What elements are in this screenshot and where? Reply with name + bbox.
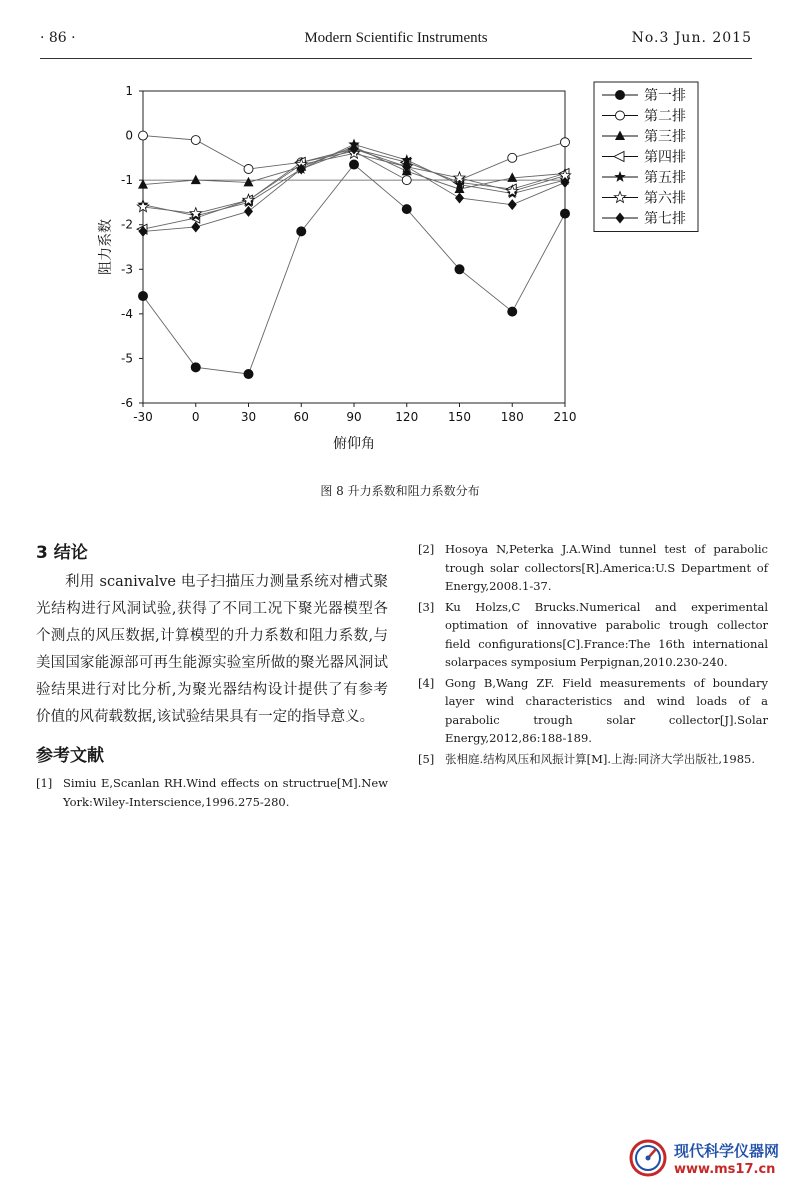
x-tick-label: 120 (395, 410, 419, 424)
data-point (244, 165, 253, 174)
legend-label: 第一排 (644, 88, 686, 104)
x-tick-label: 0 (191, 410, 200, 424)
data-point (402, 176, 411, 185)
reference-text: Hosoya N,Peterka J.A.Wind tunnel test of parabolic trough solar collectors[R].America:U.S Department of Energy,2008.1-37. (445, 542, 768, 593)
right-column (418, 540, 768, 770)
section-heading-conclusion: 3 结论 (36, 543, 88, 563)
data-point (508, 199, 517, 210)
reference-text: Gong B,Wang ZF. Field measurements of boundary layer wind characteristics and wind loads of a parabolic trough solar collector[J].Solar Energy,2012,86:188-189. (445, 675, 768, 745)
x-tick-label: -30 (133, 410, 153, 424)
data-point (402, 205, 411, 214)
data-point (561, 138, 570, 147)
data-point (508, 307, 517, 316)
data-point (191, 363, 200, 372)
reference-text: Simiu E,Scanlan RH.Wind effects on structrue[M].New York:Wiley-Interscience,1996.275-280. (63, 776, 388, 809)
y-tick-label: -5 (121, 351, 133, 366)
reference-number: [3] (418, 599, 435, 614)
issue-info: No.3 Jun. 2015 (631, 30, 752, 46)
reference-number: [1] (36, 776, 53, 790)
reference-number: [4] (418, 675, 435, 690)
data-point (455, 265, 464, 274)
drag-coefficient-chart (80, 72, 720, 462)
y-tick-label: 0 (125, 128, 133, 143)
data-point (297, 227, 306, 236)
legend-label: 第六排 (644, 190, 686, 207)
legend-label: 第二排 (644, 108, 686, 125)
legend-label: 第七排 (644, 211, 686, 227)
data-point (244, 206, 253, 217)
figure-caption: 图 8 升力系数和阻力系数分布 (320, 484, 480, 498)
reference-item (418, 674, 768, 748)
watermark-name: 现代科学仪器网 (674, 1142, 780, 1160)
series-line-1 (143, 165, 565, 375)
data-point (561, 209, 570, 218)
reference-text: 张相庭.结构风压和风振计算[M].上海:同济大学出版社,1985. (445, 751, 756, 766)
page-header (40, 30, 752, 54)
reference-item (418, 598, 768, 672)
y-axis-label: 阻力系数 (98, 219, 114, 275)
reference-item (418, 750, 768, 769)
x-tick-label: 210 (553, 410, 577, 424)
y-tick-label: -4 (121, 306, 133, 321)
data-point (508, 153, 517, 162)
data-point (244, 370, 253, 379)
data-point (139, 292, 148, 301)
x-tick-label: 90 (346, 410, 362, 424)
data-point (139, 131, 148, 140)
reference-text: Ku Holzs,C Brucks.Numerical and experimental optimation of innovative parabolic trough collector field configurations[C].France:The 16th international solarpaces symposium Perpignan,2010.230-240. (445, 599, 768, 669)
conclusion-paragraph: 利用 scanivalve 电子扫描压力测量系统对槽式聚光结构进行风洞试验,获得了不同工况下聚光器模型各个测点的风压数据,计算模型的升力系数和阻力系数,与美国国家能源部可再生能源实验室所做的聚光器风洞试验结果进行对比分析,为聚光器结构设计提供了有参考价值的风荷载数据,该试验结果具有一定的指导意义。 (36, 574, 388, 725)
legend-marker (616, 111, 625, 120)
header-rule (40, 58, 752, 59)
y-tick-label: -6 (121, 396, 133, 410)
y-tick-label: -3 (121, 262, 133, 277)
data-point (191, 136, 200, 145)
watermark-gauge-logo (628, 1138, 668, 1178)
x-tick-label: 180 (500, 410, 524, 424)
journal-name: Modern Scientific Instruments (304, 30, 488, 46)
reference-number: [2] (418, 542, 435, 556)
y-tick-label: -2 (121, 217, 133, 232)
watermark-url: www.ms17.cn (674, 1162, 776, 1177)
legend-label: 第四排 (644, 149, 686, 166)
reference-item (418, 540, 768, 596)
y-tick-label: 1 (125, 84, 133, 98)
y-tick-label: -1 (121, 173, 133, 188)
legend-marker (616, 91, 625, 100)
x-tick-label: 30 (240, 410, 257, 424)
data-point (350, 160, 359, 169)
data-point (191, 175, 201, 185)
references-heading: 参考文献 (36, 746, 104, 766)
x-tick-label: 150 (448, 410, 471, 424)
plot-frame (143, 91, 565, 403)
reference-item (36, 774, 388, 811)
site-watermark (628, 1136, 792, 1184)
legend-label: 第三排 (644, 129, 686, 145)
page-number: · 86 · (40, 30, 76, 46)
reference-number: [5] (418, 751, 435, 766)
legend-label: 第五排 (644, 170, 686, 186)
x-axis-label: 俯仰角 (333, 436, 375, 452)
x-tick-label: 60 (293, 410, 309, 424)
data-point (455, 192, 464, 203)
left-column (36, 538, 388, 813)
